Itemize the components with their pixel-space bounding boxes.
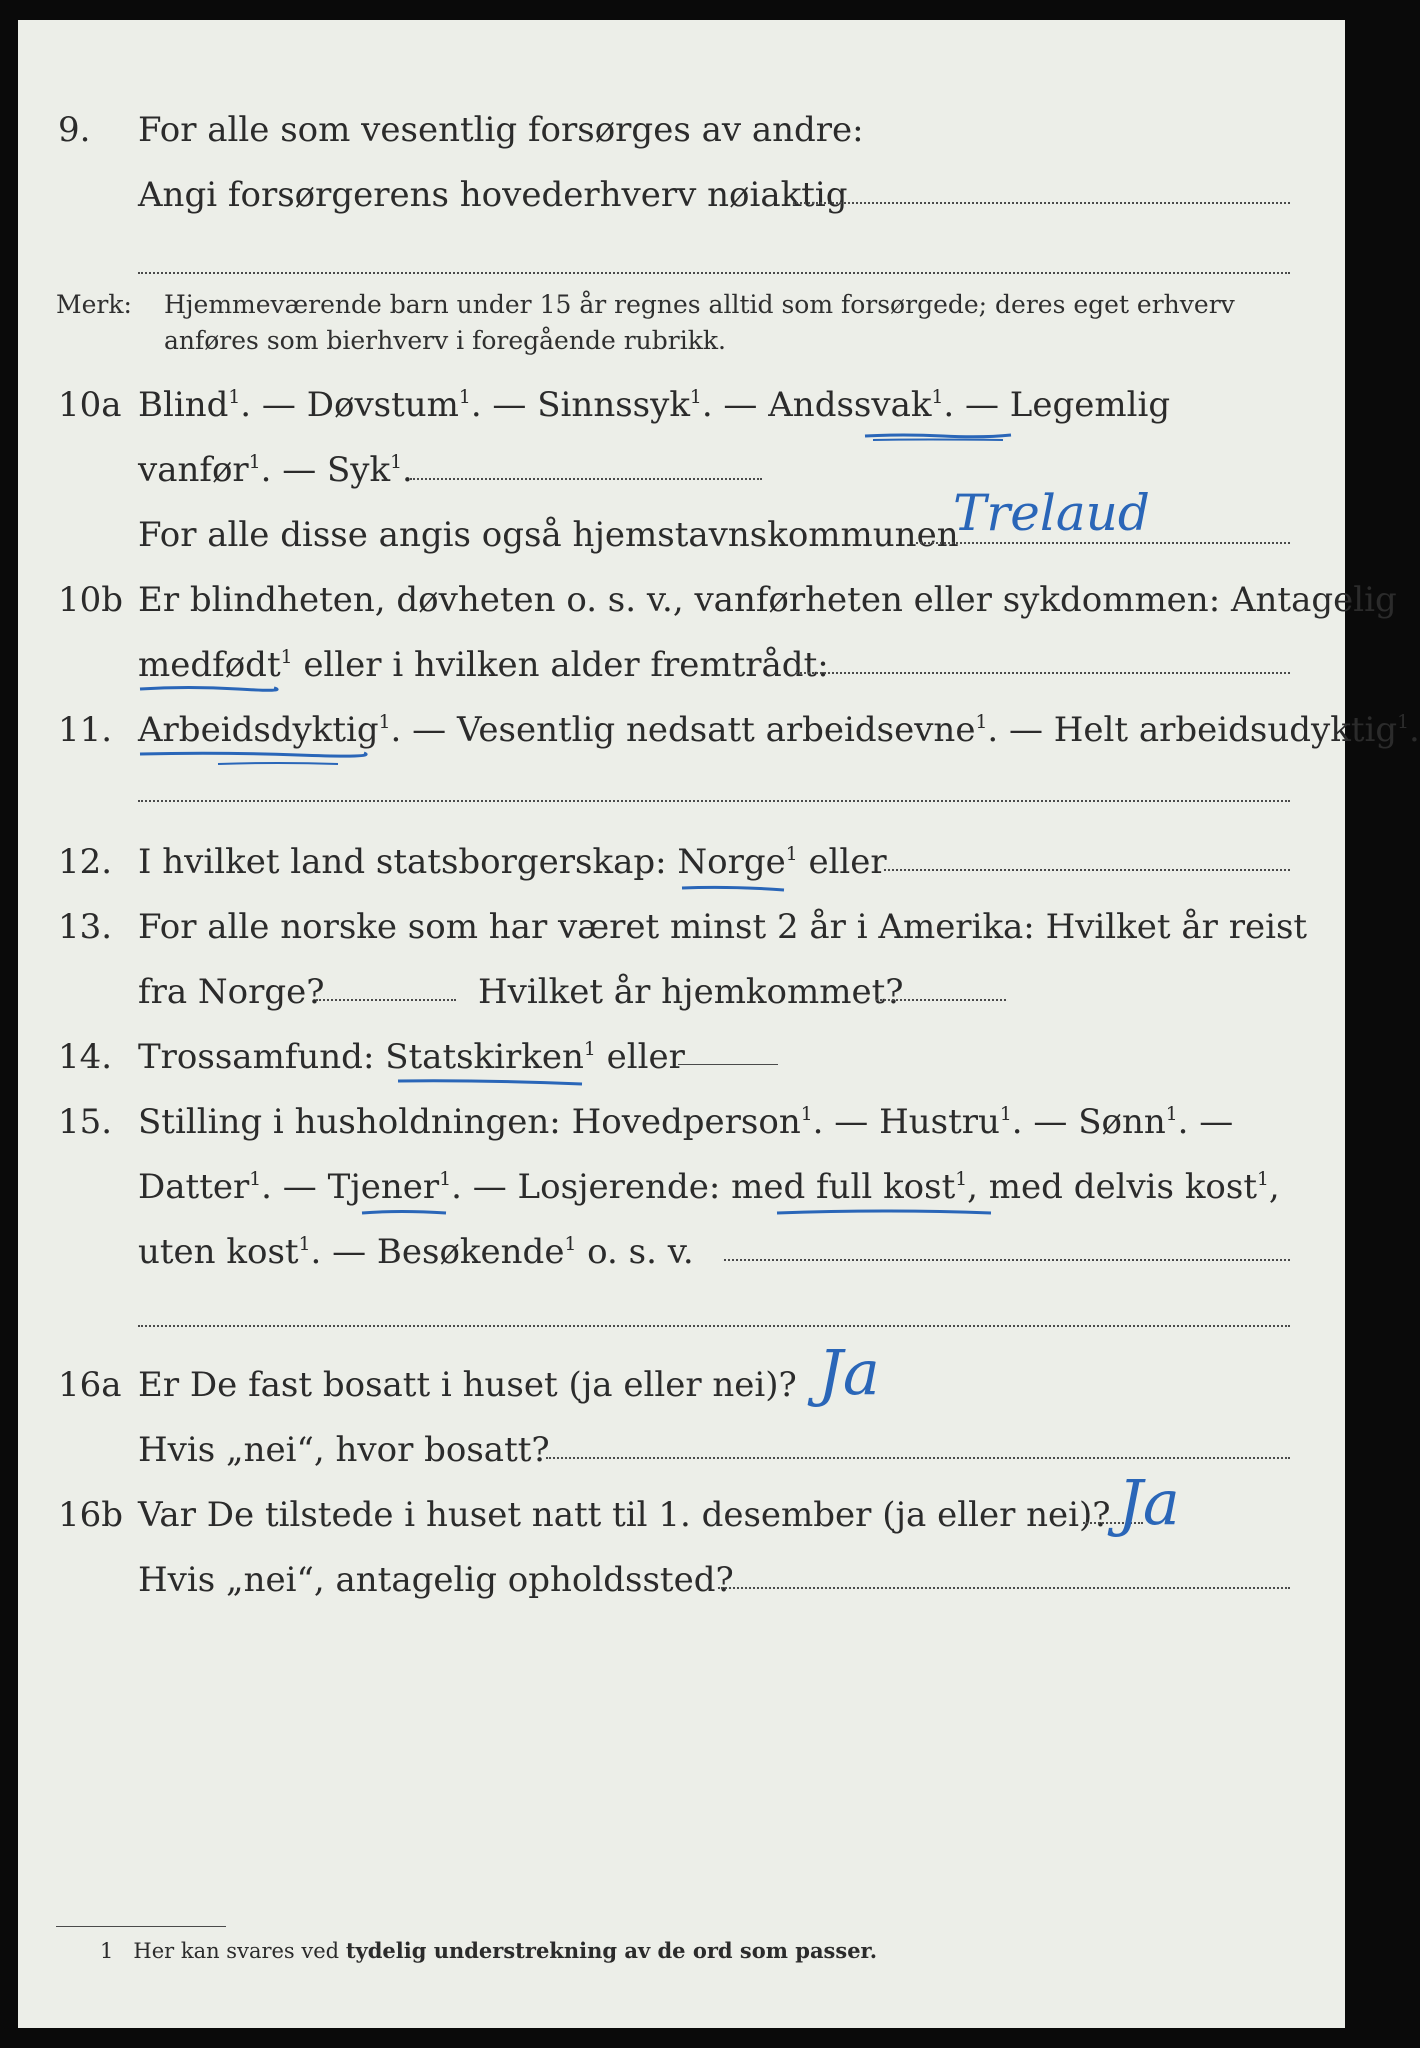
q15-number: 15. [58,1102,113,1142]
q14-eller: eller [606,1037,685,1077]
option-datter[interactable]: Datter [138,1167,250,1207]
q12-eller: eller [808,842,887,882]
option-med-full-kost[interactable]: med full kost [731,1167,956,1207]
q16b-extra-answer-line[interactable] [718,1587,1290,1589]
option-arbeidsudyktig[interactable]: . — Helt arbeidsudyktig [987,710,1398,750]
q10b-answer-line[interactable] [796,672,1290,674]
q11-number: 11. [58,710,113,750]
option-syk[interactable]: Syk [327,450,391,490]
q14-number: 14. [58,1037,113,1077]
q15-line2: Datter$^1$. — Tjener$^1$. — Losjerende: med full kost$^1$, med delvis kost$^1$, [138,1167,1280,1207]
q15-line1: Stilling i husholdningen: Hovedperson$^1$. — Hustru$^1$. — Sønn$^1$. — [138,1102,1234,1142]
footnote [100,1938,877,1963]
option-dovstum[interactable]: Døvstum [306,385,459,425]
q10b-line2: medfødt$^1$ eller i hvilken alder fremtrådt: [138,645,829,685]
q10b-line1: Er blindheten, døvheten o. s. v., vanførheten eller sykdommen: Antagelig [138,580,1397,620]
q16b-line2: Hvis „nei“, antagelig opholdssted? [138,1560,734,1600]
q10a-line2: vanfør$^1$. — Syk$^1$. [138,450,413,490]
q11-extra-line[interactable] [138,800,1290,802]
q10a-number: 10a [58,385,122,425]
q12-answer-line[interactable] [884,869,1290,871]
tjener-underline [360,1208,450,1214]
norge-underline [680,884,790,890]
q16a-answer: Ja [818,1336,880,1409]
q16b-answer: Ja [1118,1466,1180,1539]
hjemstavn-answer-line[interactable] [916,542,1290,544]
q9-number: 9. [58,110,91,150]
q15-osv: o. s. v. [587,1232,694,1272]
q14-line: Trossamfund: Statskirken$^1$ eller [138,1037,685,1077]
q13-fra-label: fra Norge? [138,972,325,1012]
option-hovedperson[interactable]: Hovedperson [571,1102,801,1142]
footnote-text1: Her kan svares ved [133,1939,340,1963]
q16b-number: 16b [58,1495,124,1535]
option-blind[interactable]: Blind [138,385,229,425]
q9-line2: Angi forsørgerens hovederhverv nøiaktig [138,175,848,215]
q9-extra-line[interactable] [138,272,1290,274]
merk-label: Merk: [56,290,132,319]
option-med-delvis-kost[interactable]: med delvis kost [988,1167,1257,1207]
footnote-mark: 1 [100,1939,114,1963]
option-tjener[interactable]: Tjener [327,1167,440,1207]
q15-extra-line[interactable] [138,1325,1290,1327]
q16a-answer-line[interactable] [546,1457,1290,1459]
q15-intro: Stilling i husholdningen: [138,1102,561,1142]
q12-line: I hvilket land statsborgerskap: Norge$^1$ eller [138,842,887,882]
q10b-number: 10b [58,580,124,620]
q16a-number: 16a [58,1365,122,1405]
q16b-line1: Var De tilstede i huset natt til 1. desember (ja eller nei)? [138,1495,1111,1535]
census-form-page [18,20,1420,2028]
q13-hjem-label: Hvilket år hjemkommet? [478,972,904,1012]
option-sinnssyk[interactable]: Sinnssyk [537,385,690,425]
med-full-kost-underline [775,1208,995,1214]
option-legemlig[interactable]: Legemlig [1009,385,1171,425]
q13-fra-answer-line[interactable] [316,999,456,1001]
andssvak-underline [863,432,1013,438]
q14-answer-line[interactable] [678,1064,778,1065]
footnote-text2: tydelig understrekning av de ord som passer. [345,1938,878,1963]
option-norge[interactable]: Norge [677,842,786,882]
q13-hjem-answer-line[interactable] [876,999,1006,1001]
q10a-line3: For alle disse angis også hjemstavnskommunen [138,515,959,555]
q16a-line2: Hvis „nei“, hvor bosatt? [138,1430,550,1470]
q16a-line1: Er De fast bosatt i huset (ja eller nei)? [138,1365,797,1405]
q15-line3: uten kost$^1$. — Besøkende$^1$ o. s. v. [138,1232,694,1272]
q13-line1: For alle norske som har været minst 2 år i Amerika: Hvilket år reist [138,907,1308,947]
option-sonn[interactable]: Sønn [1078,1102,1166,1142]
statskirken-underline [396,1078,586,1084]
option-besokende[interactable]: Besøkende [376,1232,565,1272]
q14-text: Trossamfund: [138,1037,375,1077]
q10b-line2-rest: eller i hvilken alder fremtrådt: [303,645,829,685]
merk-line1: Hjemmeværende barn under 15 år regnes alltid som forsørgede; deres eget erhverv [164,290,1235,319]
q11-line: Arbeidsdyktig$^1$. — Vesentlig nedsatt arbeidsevne$^1$. — Helt arbeidsudyktig$^1$. [138,710,1420,750]
q10a-line1: Blind$^1$. — Døvstum$^1$. — Sinnssyk$^1$. — Andssvak$^1$. — Legemlig [138,385,1171,425]
q12-text: I hvilket land statsborgerskap: [138,842,667,882]
arbeidsdyktig-underline [138,750,368,756]
option-nedsatt[interactable]: . — Vesentlig nedsatt arbeidsevne [390,710,976,750]
option-andssvak[interactable]: Andssvak [768,385,932,425]
hjemstavn-answer: Trelaud [953,484,1150,542]
q9-line1: For alle som vesentlig forsørges av andre: [138,110,864,150]
option-hustru[interactable]: Hustru [879,1102,1000,1142]
merk-line2: anføres som bierhverv i foregående rubrikk. [164,326,726,355]
q12-number: 12. [58,842,113,882]
q15-answer-line[interactable] [724,1259,1290,1261]
syk-answer-line[interactable] [410,478,762,480]
medfodt-underline [138,684,278,690]
q13-number: 13. [58,907,113,947]
q9-answer-line[interactable] [793,202,1290,204]
q15-losjerende: Losjerende: [517,1167,721,1207]
footnote-rule [56,1926,226,1927]
option-medfodt[interactable]: medfødt [138,645,281,685]
option-uten-kost[interactable]: uten kost [138,1232,299,1272]
option-statskirken[interactable]: Statskirken [385,1037,584,1077]
option-arbeidsdyktig[interactable]: Arbeidsdyktig [138,710,379,750]
option-vanfor[interactable]: vanfør [138,450,249,490]
